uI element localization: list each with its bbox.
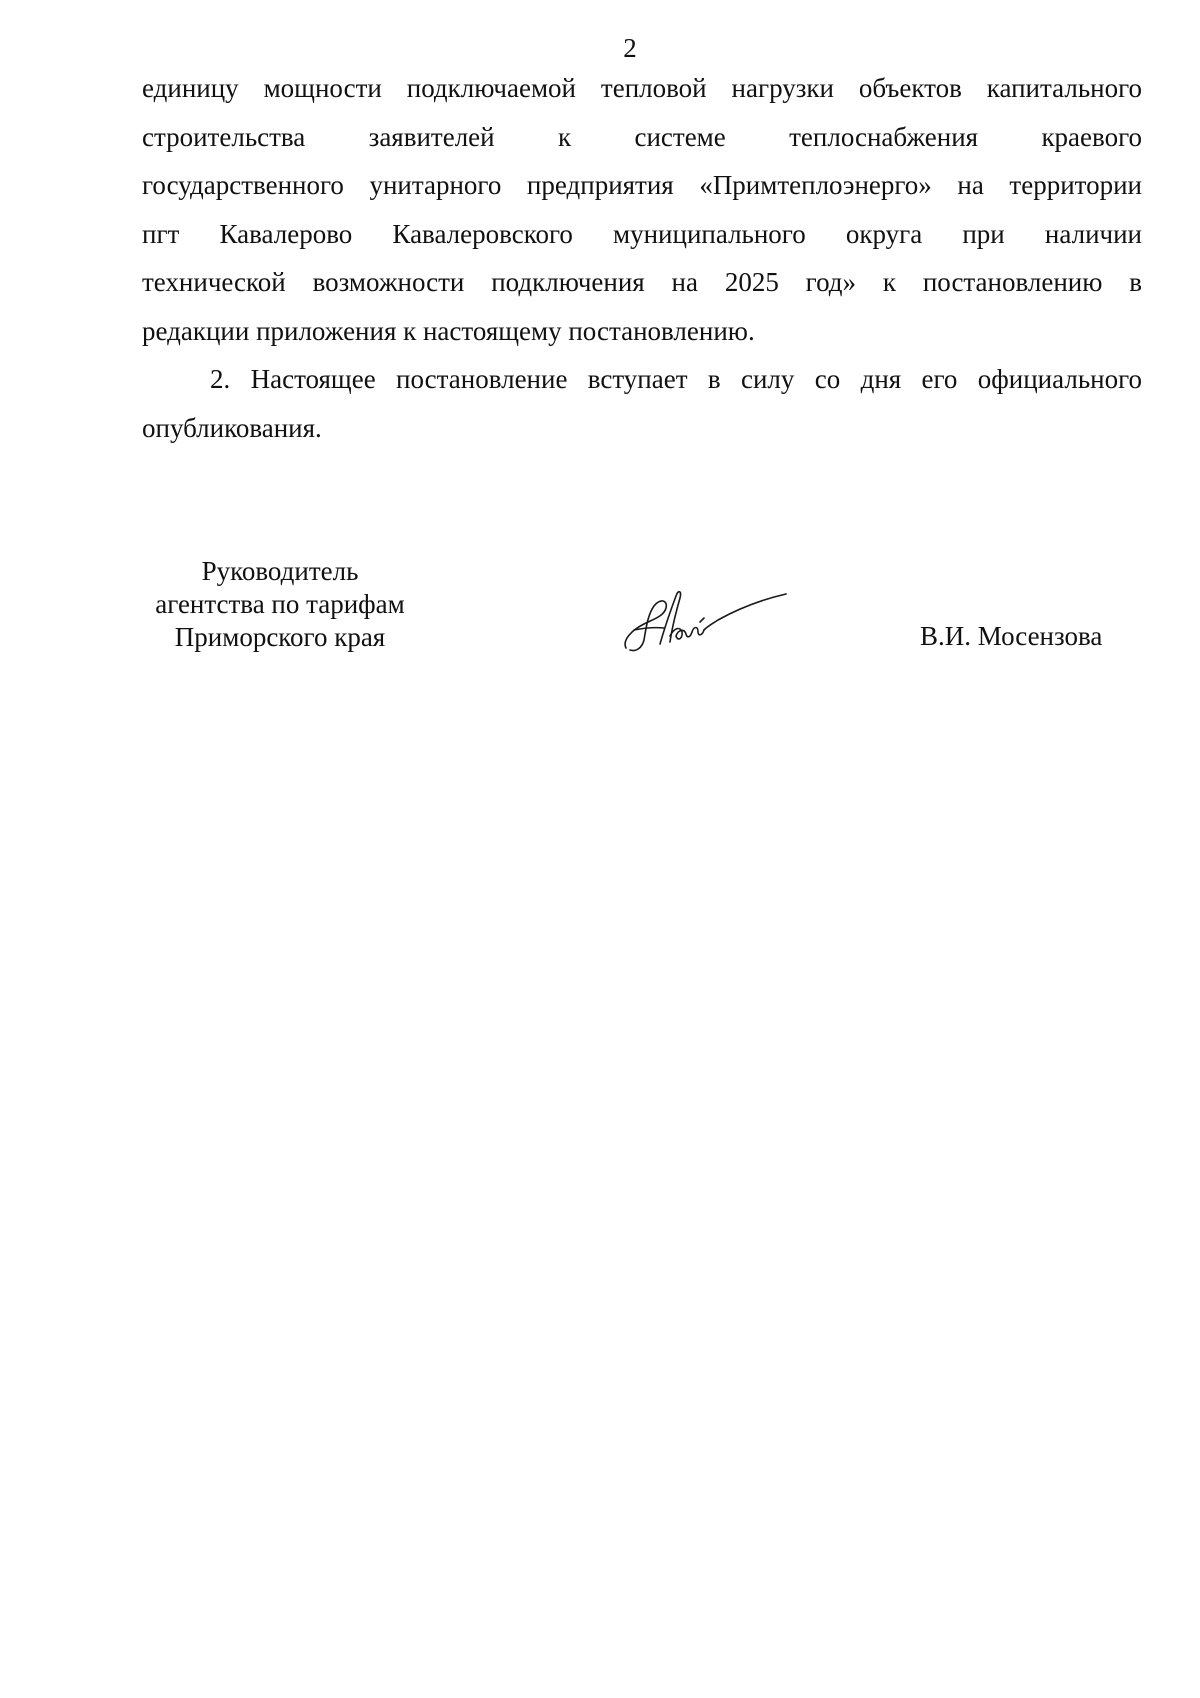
- page-number: 2: [623, 33, 637, 63]
- position-line: агентства по тарифам: [155, 589, 405, 619]
- paragraph-1-line: пгт Кавалерово Кавалеровского муниципального округа при наличии: [142, 218, 1142, 249]
- paragraph-1-line: государственного унитарного предприятия «Примтеплоэнерго» на территории: [142, 170, 1142, 200]
- position-line: Руководитель: [201, 556, 359, 586]
- paragraph-1-line: единицу мощности подключаемой тепловой нагрузки объектов капитального: [142, 73, 1142, 103]
- handwritten-signature-icon: [620, 578, 790, 658]
- paragraph-1-last-line: редакции приложения к настоящему постановлению.: [142, 315, 755, 346]
- paragraph-1-line: строительства заявителей к системе теплоснабжения краевого: [142, 121, 1142, 152]
- body-text: [142, 64, 1142, 452]
- signer-name: В.И. Мосензова: [920, 621, 1103, 651]
- signatory-position: [140, 555, 420, 654]
- paragraph-2-first-line: 2. Настоящее постановление вступает в силу со дня его официального: [210, 364, 1142, 394]
- paragraph-1: [142, 64, 1142, 355]
- paragraph-2: [142, 355, 1142, 452]
- position-line: Приморского края: [174, 622, 386, 652]
- paragraph-2-last-line: опубликования.: [142, 412, 322, 443]
- paragraph-1-line: технической возможности подключения на 2025 год» к постановлению в: [142, 267, 1142, 297]
